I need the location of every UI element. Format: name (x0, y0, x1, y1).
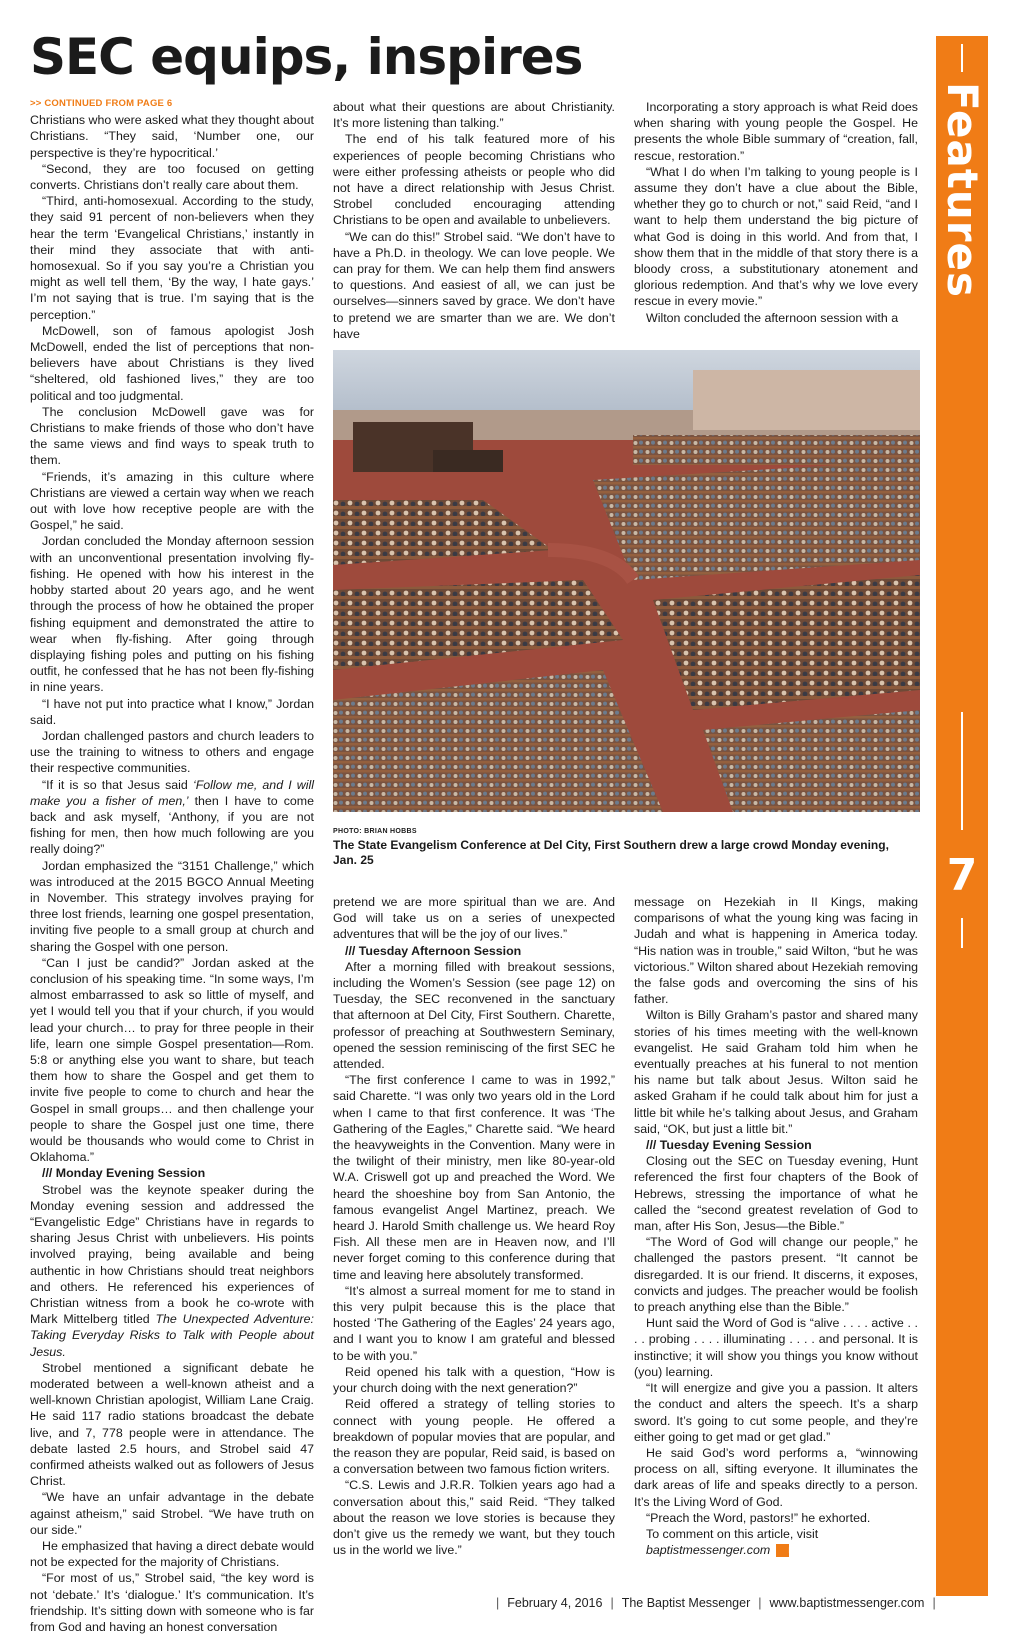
subhead: /// Tuesday Evening Session (646, 1138, 812, 1153)
page-number: 7 (946, 849, 978, 901)
text: “If it is so that Jesus said (42, 777, 193, 792)
photo-caption: The State Evangelism Conference at Del City, First Southern drew a large crowd Monday evening, Jan. 25 (333, 838, 889, 867)
paragraph: “The Word of God will change our people,” he challenged the pastors present. “It cannot be disregarded. It is our friend. It discerns, it exposes, convicts and judges. The preacher would be foolish to preach anything else than the Bible.” (634, 1235, 918, 1315)
paragraph: Jordan emphasized the “3151 Challenge,” which was introduced at the 2015 BGCO Annual Meeting in November. This strategy involves praying for three lost friends, learning one gospel presentation, inviting five people to a small group at church and sharing the Gospel with one person. (30, 858, 314, 954)
paragraph: “Can I just be candid?” Jordan asked at the conclusion of his speaking time. “In some ways, I’m almost embarrassed to ask so little of myself, and yet I would tell you that if your church, if you would lead your church… to pray for three people in their life, learn one simple Gospel presentation—Rom. 5:8 or anything else you want to share, but teach them how to share the Gospel and get them to invite five people to come to church and hear the Gospel in small groups… and then challenge your people to share the Gospel just one time, there would be thousands who would come to Christ in Oklahoma.” (30, 955, 314, 1165)
paragraph: “We have an unfair advantage in the debate against atheism,” said Strobel. “We have truth on our side.” (30, 1490, 314, 1537)
footer-paper: The Baptist Messenger (621, 1596, 751, 1610)
subhead: /// Tuesday Afternoon Session (345, 943, 522, 958)
paragraph: Reid opened his talk with a question, “How is your church doing with the next generation?” (333, 1364, 615, 1396)
paragraph: “What I do when I’m talking to young people is I assume they don’t have a clue about the Bible, whether they go to church or not,” said Reid, “and I want to help them understand the big picture of what God is doing in this world. And from that, I show them that in the middle of that story there is a bloody cross, a substitutionary atonement and glorious redemption. And that’s why we love every rescue in every movie.” (634, 164, 918, 309)
paragraph: “It will energize and give you a passion. It alters the conduct and alters the speech. It’s a sharp sword. It’s going to cut some people, and they’re either going to get mad or get glad.” (634, 1381, 918, 1444)
paragraph: “We can do this!” Strobel said. “We don’t have to have a Ph.D. in theology. We can love people. We can pray for them. We can help them find answers to questions. And easiest of all, we can just be ourselves—sinners saved by grace. We don’t have to pretend we are smarter than we are. We don’t have (333, 229, 615, 341)
subhead: /// Monday Evening Session (42, 1166, 206, 1181)
footer-date: February 4, 2016 (507, 1596, 603, 1610)
paragraph: Closing out the SEC on Tuesday evening, Hunt referenced the first four chapters of the Book of Hebrews, stressing the importance of what he called the “second greatest revelation of God to man, after His Son, Jesus—the Bible.” (634, 1154, 918, 1234)
paragraph: “Preach the Word, pastors!” he exhorted. (646, 1510, 871, 1525)
italic-quote: ‘Follow me, and I will make you a fisher of men,’ (30, 777, 314, 808)
paragraph: The end of his talk featured more of his experiences of people becoming Christians who were either professing atheists or people who did not have a direct relationship with Jesus Christ. Strobel concluded encouraging attending Christians to be open and available to unbelievers. (333, 132, 615, 228)
paragraph: Jordan concluded the Monday afternoon session with an unconventional presentation involving fly-fishing. He opened with how his interest in the hobby started about 20 years ago, and he went through the process of how he obtained the proper fishing equipment and demonstrated the attire to wear when fly-fishing. After going through displaying fishing poles and putting on his fishing outfit, he confessed that he has not been fly-fishing in nine years. (30, 534, 314, 695)
paragraph: “C.S. Lewis and J.R.R. Tolkien years ago had a conversation about this,” said Reid. “They talked about the reason we love stories is because they don’t give us the remedy we want, but they touch us in the world we live.” (333, 1478, 615, 1558)
paragraph: Reid offered a strategy of telling stories to connect with young people. He offered a breakdown of popular movies that are popular, and the reason they are popular, Reid said, is based on a conversation between two famous fiction writers. (333, 1397, 615, 1477)
footer-divider: | (496, 1596, 500, 1610)
text: Strobel was the keynote speaker during the Monday evening session and addressed the “Evangelistic Edge” Christians have in regards to sharing Jesus Christ with unbelievers. His points involved praying, being available and being authentic in how Christians should treat neighbors and others. He referenced his experiences of Christian witness from a book he co-wrote with Mark Mittelberg titled (30, 1182, 314, 1327)
footer-divider: | (610, 1596, 614, 1610)
paragraph: pretend we are more spiritual than we are. And God will take us on a series of unexpected adventures that will be the joy of our lives.” (333, 895, 615, 942)
paragraph: “Second, they are too focused on getting converts. Christians don’t really care about them. (30, 161, 314, 193)
paragraph: McDowell, son of famous apologist Josh McDowell, ended the list of perceptions that non-believers have about Christians is they lived “sheltered, old fashioned lives,” they are too political and too judgmental. (30, 323, 314, 403)
column-3-top (634, 99, 918, 334)
column-2-bottom (333, 894, 615, 1556)
photo-credit: PHOTO: BRIAN HOBBS (333, 828, 417, 835)
paragraph: Incorporating a story approach is what Reid does when sharing with young people the Gospel. He presents the whole Bible summary of “creation, fall, rescue, restoration.” (634, 100, 918, 163)
paragraph: Christians who were asked what they thought about Christians. “They said, ‘Number one, our perspective is they’re hypocritical.’ (30, 113, 314, 160)
paragraph: The conclusion McDowell gave was for Christians to make friends of those who don’t have the same views and find ways to speak truth to them. (30, 404, 314, 468)
m-logo-icon: m (776, 1544, 789, 1557)
book-title: The Unexpected Adventure: Taking Everyday Risks to Talk with People about Jesus. (30, 1312, 314, 1359)
paragraph: about what their questions are about Christianity. It’s more listening than talking.” (333, 100, 615, 131)
paragraph: Hunt said the Word of God is “alive . . . . active . . . . probing . . . . illuminating . . . . and personal. It is instinctive; it will show you things you know without (you) learning. (634, 1316, 918, 1379)
column-1 (30, 96, 314, 1635)
sidebar-tick-top (961, 44, 963, 72)
crowd-illustration (333, 350, 920, 812)
paragraph: He emphasized that having a direct debate would not be expected for the majority of Christians. (30, 1539, 314, 1570)
footer-divider: | (758, 1596, 762, 1610)
paragraph: He said God’s word performs a, “winnowing process on all, sifting everyone. It illuminates the dark areas of life and speaks directly to a person. It’s the Living Word of God. (634, 1445, 918, 1509)
paragraph: Wilton concluded the afternoon session with a (646, 310, 899, 325)
paragraph: Strobel mentioned a significant debate he moderated between a well-known atheist and a well-known Christian apologist, William Lane Craig. He said 117 radio stations broadcast the debate live, and 7, 778 people were in attendance. The debate lasted 2.5 hours, and Strobel said 47 confirmed atheists walked out as followers of Jesus Christ. (30, 1360, 314, 1489)
text: then I have to come back and ask myself, ‘Anthony, if you are not fishing for men, then how much following are you really doing?” (30, 793, 314, 857)
paragraph: “It’s almost a surreal moment for me to stand in this very pulpit because this is the place that hosted ‘The Gathering of the Eagles’ 24 years ago, and I want you to know I am grateful and blessed to be with you.” (333, 1283, 615, 1363)
sidebar-rule-upper (961, 712, 963, 830)
paragraph (30, 1182, 314, 1360)
paragraph: To comment on this article, visit (646, 1526, 819, 1541)
paragraph: After a morning filled with breakout sessions, including the Women’s Session (see page 12) on Tuesday, the SEC reconvened in the sanctuary that afternoon at Del City, First Southern. Charette, professor of preaching at Southwestern Seminary, opened the session reminiscing of the first SEC he attended. (333, 959, 615, 1072)
section-label: Features (938, 82, 987, 298)
column-3-bottom (634, 894, 918, 1556)
paragraph (30, 777, 314, 858)
paragraph: “Third, anti-homosexual. According to the study, they said 91 percent of non-believers when they hear the term ‘Evangelical Christians,’ instantly in their mind they associate that with anti-homosexual. So if you say you’re a Christian you might as well tell them, ‘By the way, I hate gays.’ I’m not saying that is true. I’m saying that is the perception.” (30, 194, 314, 322)
comment-link[interactable]: baptistmessenger.com (646, 1543, 771, 1558)
footer (488, 1596, 936, 1610)
paragraph: Wilton is Billy Graham’s pastor and shared many stories of his times meeting with the well-known evangelist. He said Graham told him when he eventually preaches at his funeral to not mention his name but talk about Jesus. Wilton said he asked Graham if he could talk about him for just a little bit while he’s talking about Jesus, and Graham said, “OK, but just a little bit.” (634, 1008, 918, 1136)
paragraph: “The first conference I came to was in 1992,” said Charette. “I was only two years old in the Lord when I came to that first conference. It was ‘The Gathering of the Eagles,” Charette said. “We heard the heavyweights in the Convention. Many were in the twilight of their ministry, men like 80-year-old W.A. Criswell got up and preached the Word. We heard the shoeshine boy from San Antonio, the famous evangelist Angel Martinez, preach. We heard J. Harold Smith challenge us. We heard Roy Fish. All these men are in Heaven now, and I’ll never forget coming to this conference during that time and leaving here absolutely transformed. (333, 1073, 615, 1282)
paragraph: “Friends, it’s amazing in this culture where Christians are viewed a certain way when we reach out with love how receptive people are with the Gospel,” he said. (30, 469, 314, 533)
paragraph: message on Hezekiah in II Kings, making comparisons of what the young king was facing in Judah and what is happening in America today. “His nation was in trouble,” said Wilton, “but he was victorious.” Wilton shared about Hezekiah removing the false gods and overcoming the sins of his father. (634, 895, 918, 1007)
paragraph: “For most of us,” Strobel said, “the key word is not ‘debate.’ It’s ‘dialogue.’ It’s communication. It’s friendship. It’s sitting down with someone who is far from God and having an honest conversation (30, 1571, 314, 1635)
paragraph: “I have not put into practice what I know,” Jordan said. (30, 696, 314, 727)
column-2-top (333, 99, 615, 341)
sanctuary-crowd-photo (333, 350, 920, 812)
footer-url[interactable]: www.baptistmessenger.com (769, 1596, 925, 1610)
footer-divider: | (932, 1596, 936, 1610)
comment-link-line (634, 1542, 918, 1558)
sidebar-rule-lower (961, 918, 963, 948)
headline: SEC equips, inspires (30, 28, 583, 86)
paragraph: Jordan challenged pastors and church leaders to use the training to witness to others and engage their respective communities. (30, 728, 314, 776)
continued-kicker: >> CONTINUED FROM PAGE 6 (30, 98, 173, 109)
